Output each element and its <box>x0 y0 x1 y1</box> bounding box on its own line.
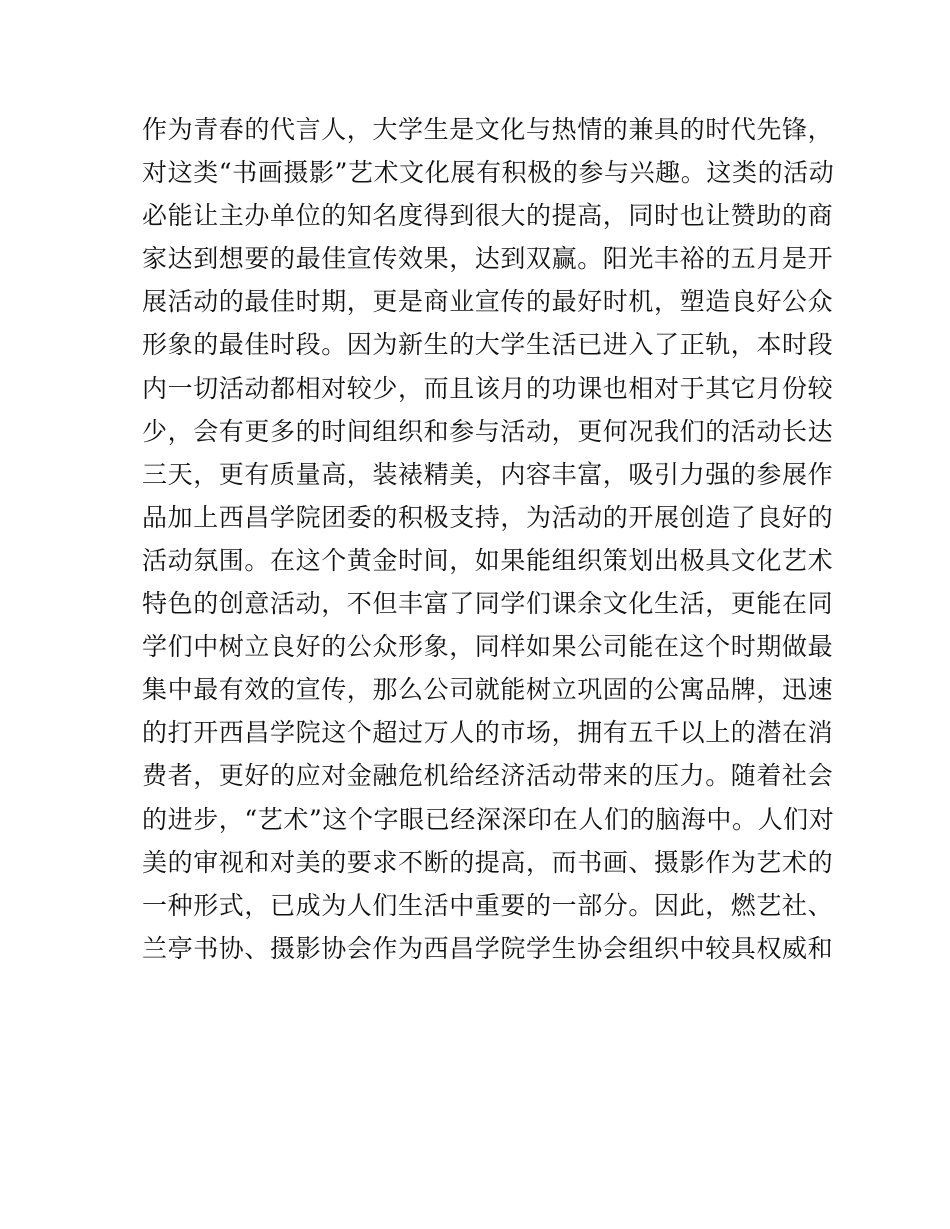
body-paragraph <box>142 108 835 970</box>
text-line: 一种形式，已成为人们生活中重要的一部分。因此，燃艺社、 <box>142 890 834 920</box>
text-line: 活动氛围。在这个黄金时间，如果能组织策划出极具文化艺术 <box>142 545 834 575</box>
text-line: 必能让主办单位的知名度得到很大的提高，同时也让赞助的商 <box>142 201 834 231</box>
text-line: 内一切活动都相对较少，而且该月的功课也相对于其它月份较 <box>142 373 834 403</box>
text-line: 的进步，“艺术”这个字眼已经深深印在人们的脑海中。人们对 <box>142 804 835 834</box>
text-line: 特色的创意活动，不但丰富了同学们课余文化生活，更能在同 <box>142 589 834 619</box>
text-line: 少，会有更多的时间组织和参与活动，更何况我们的活动长达 <box>142 416 834 446</box>
text-line: 品加上西昌学院团委的积极支持，为活动的开展创造了良好的 <box>142 502 834 532</box>
text-line: 对这类“书画摄影”艺术文化展有积极的参与兴趣。这类的活动 <box>142 158 835 188</box>
text-line: 的打开西昌学院这个超过万人的市场，拥有五千以上的潜在消 <box>142 718 834 748</box>
text-line: 费者，更好的应对金融危机给经济活动带来的压力。随着社会 <box>142 761 834 791</box>
text-line: 家达到想要的最佳宣传效果，达到双赢。阳光丰裕的五月是开 <box>142 244 834 274</box>
text-line: 形象的最佳时段。因为新生的大学生活已进入了正轨，本时段 <box>142 330 834 360</box>
text-line: 集中最有效的宣传，那么公司就能树立巩固的公寓品牌，迅速 <box>142 675 834 705</box>
text-line: 学们中树立良好的公众形象，同样如果公司能在这个时期做最 <box>142 632 834 662</box>
text-line: 作为青春的代言人，大学生是文化与热情的兼具的时代先锋， <box>142 115 834 144</box>
text-line: 三天，更有质量高，装裱精美，内容丰富，吸引力强的参展作 <box>142 459 834 489</box>
text-line: 展活动的最佳时期，更是商业宣传的最好时机，塑造良好公众 <box>142 287 834 317</box>
text-line: 兰亭书协、摄影协会作为西昌学院学生协会组织中较具权威和 <box>142 933 834 963</box>
text-line: 美的审视和对美的要求不断的提高，而书画、摄影作为艺术的 <box>142 847 834 877</box>
